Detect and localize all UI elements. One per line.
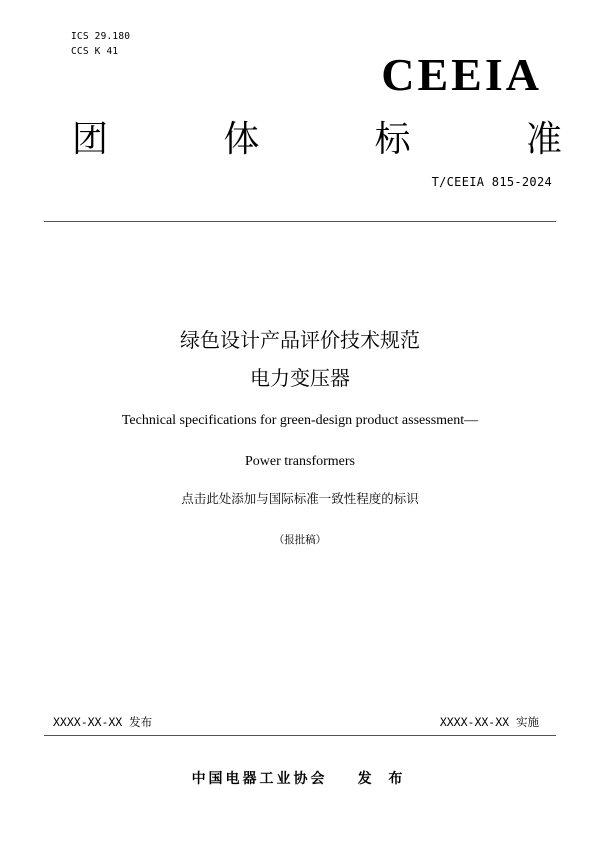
- heading-char: 体: [223, 119, 260, 160]
- heading-char: 标: [374, 119, 411, 160]
- publisher-name: 中国电器工业协会: [191, 771, 328, 787]
- ceeia-logo: CEEIA: [381, 49, 542, 100]
- top-divider: [44, 221, 556, 222]
- equivalence-placeholder[interactable]: 点击此处添加与国际标准一致性程度的标识: [181, 491, 419, 506]
- ics-code: ICS 29.180: [71, 31, 131, 42]
- english-title-line-1: Technical specifications for green-design product assessment—: [121, 413, 479, 428]
- heading-char: 准: [525, 119, 562, 160]
- standard-type-heading: [72, 118, 562, 162]
- draft-status: （报批稿）: [273, 534, 327, 546]
- chinese-title-line-1: 绿色设计产品评价技术规范: [180, 328, 420, 352]
- heading-char: 团: [72, 119, 109, 160]
- publish-word: 发 布: [357, 771, 409, 787]
- publish-date: XXXX-XX-XX 发布: [53, 715, 153, 729]
- ccs-code: CCS K 41: [71, 46, 119, 57]
- standard-number: T/CEEIA 815-2024: [431, 175, 552, 189]
- bottom-divider: [44, 735, 556, 736]
- publisher-line: [0, 772, 600, 786]
- chinese-title-line-2: 电力变压器: [250, 366, 350, 390]
- english-title-line-2: Power transformers: [244, 454, 356, 469]
- implementation-date: XXXX-XX-XX 实施: [439, 715, 539, 729]
